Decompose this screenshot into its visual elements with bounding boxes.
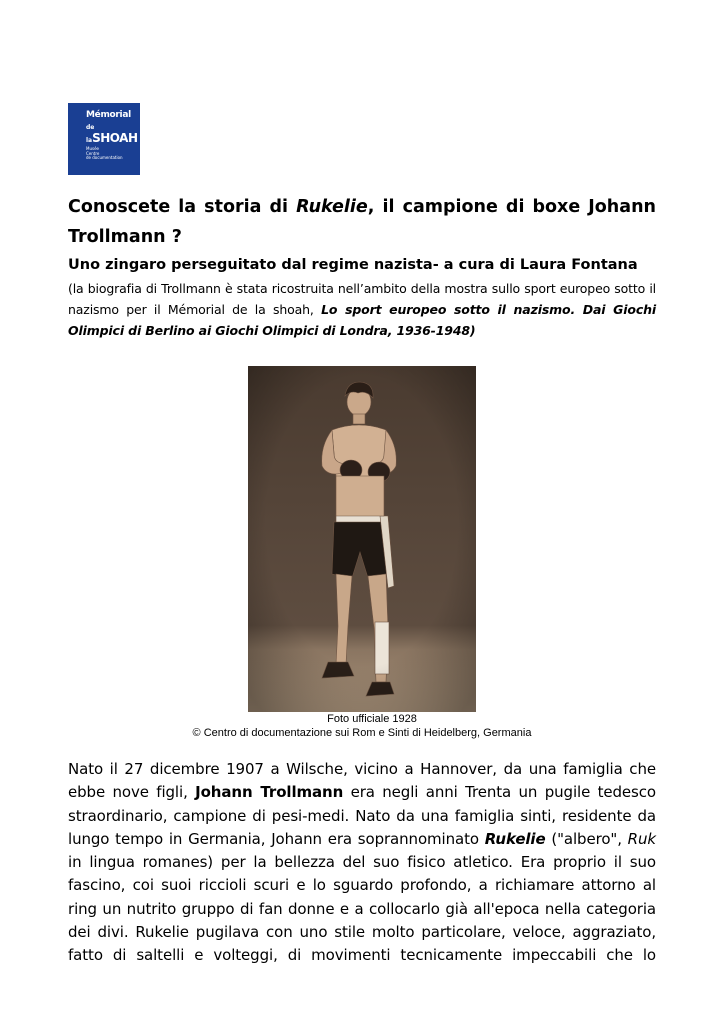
article-title [68, 192, 656, 252]
body-p4: in lingua romanes) per la bellezza del suo fisico atletico. Era proprio il suo fascino, coi suoi riccioli scuri e lo sguardo profondo, a richiamare attorno al ring un nutrito gruppo di fan donne e a collocarlo già all'epoca nella categoria dei divi. Rukelie pugilava con uno stile molto particolare, veloce, aggraziato, fatto di saltelli e volteggi, di movimenti tecnicamente impeccabili che lo [68, 853, 656, 965]
body-p2: era negli anni Trenta un pugile tedesco straordinario, campione di pesi-medi. Nato da una famiglia sinti, residente da lungo tempo in Germania, Johann era soprannominato [68, 783, 656, 848]
article-subtitle: Uno zingaro perseguitato dal regime nazista- a cura di Laura Fontana [68, 257, 638, 273]
article-intro [68, 278, 656, 341]
logo-small-1: Musée [86, 146, 99, 151]
logo-text-shoah [86, 120, 140, 146]
body-word-ruk: Ruk [627, 829, 656, 848]
intro-plain: (la biografia di Trollmann è stata ricostruita nell’ambito della mostra sullo sport europeo sotto il nazismo per il Mémorial de la shoah, [68, 281, 656, 317]
photo-credit: © Centro di documentazione sui Rom e Sinti di Heidelberg, Germania [192, 727, 532, 739]
logo-text-shoah-word: SHOAH [92, 131, 138, 145]
body-name-johann-trollmann: Johann Trollmann [195, 783, 344, 802]
photo-caption: Foto ufficiale 1928 [327, 713, 417, 725]
boxer-photo [248, 366, 476, 712]
logo-small-3: de documentation [86, 155, 123, 160]
article-body-paragraph [68, 758, 656, 968]
logo-text-dela: de la [86, 124, 95, 144]
logo-text-memorial: Mémorial [86, 110, 131, 120]
intro-exhibition-title: Lo sport europeo sotto il nazismo. Dai Giochi Olimpici di Berlino ai Giochi Olimpici di Londra, 1936-1948) [68, 302, 656, 338]
body-p3: ("albero", [545, 829, 628, 848]
logo-small-text [86, 147, 140, 161]
memorial-shoah-logo [68, 103, 140, 175]
title-before: Conoscete la storia di [68, 197, 297, 217]
body-nickname-rukelie: Rukelie [484, 829, 546, 848]
title-name: Rukelie [296, 197, 368, 217]
article-header [68, 192, 656, 341]
logo-small-2: Centre [86, 150, 100, 156]
title-after: , il campione di boxe Johann Trollmann ? [68, 197, 656, 247]
body-p1: Nato il 27 dicembre 1907 a Wilsche, vicino a Hannover, da una famiglia che ebbe nove figli, [68, 760, 656, 802]
